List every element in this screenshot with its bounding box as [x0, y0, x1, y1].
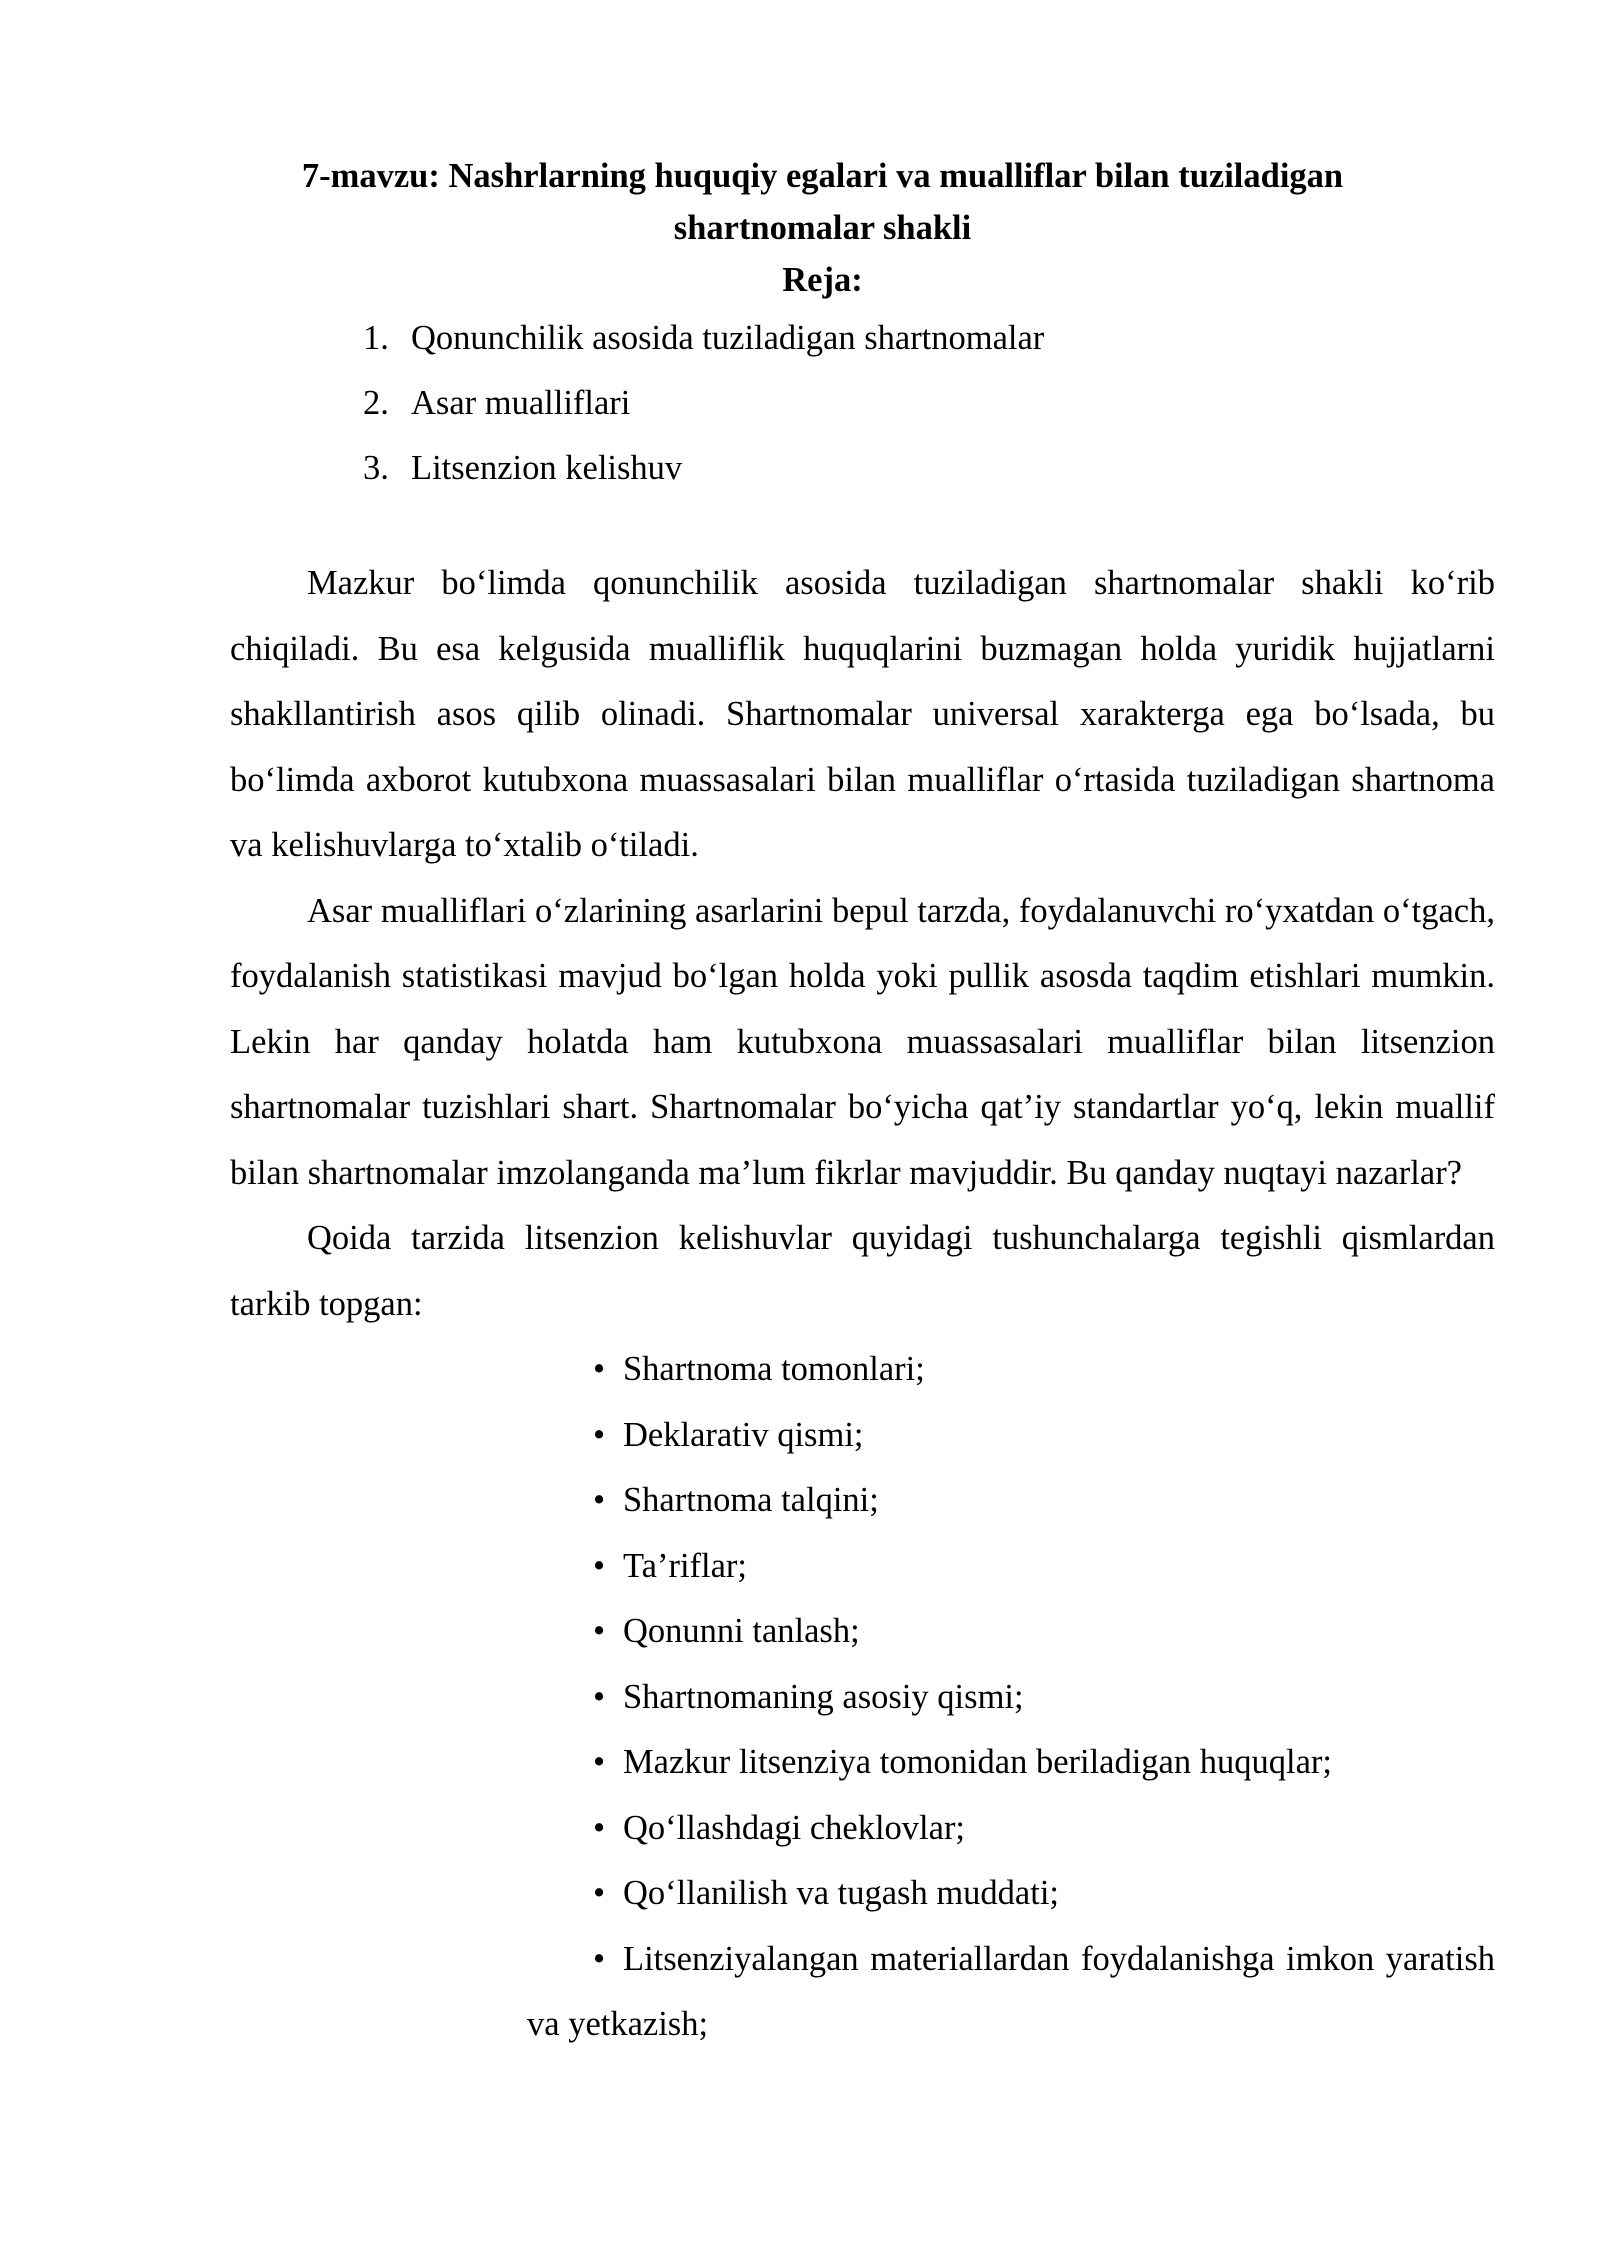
document-body	[230, 551, 1495, 2058]
bullet-icon: •	[593, 1546, 606, 1585]
plan-item-number: 3.	[363, 449, 389, 487]
bullet-icon: •	[593, 1481, 606, 1519]
bullet-item	[585, 1599, 1495, 1665]
bullet-item	[585, 1861, 1495, 1927]
bullet-icon: •	[593, 1874, 606, 1912]
bullet-text: Mazkur litsenziya tomonidan beriladigan huquqlar;	[623, 1743, 1332, 1781]
bullet-text: Qo‘llanilish va tugash muddati;	[623, 1874, 1059, 1912]
bullet-icon: •	[593, 1808, 606, 1847]
bullet-item	[585, 1665, 1495, 1731]
bullet-item-last	[230, 1927, 1495, 2058]
bullet-icon: •	[593, 1415, 606, 1454]
bullet-text: Qonunni tanlash;	[623, 1612, 860, 1650]
plan-item-number: 1.	[363, 319, 389, 357]
bullet-text: Shartnoma tomonlari;	[623, 1350, 925, 1388]
document-title	[230, 150, 1415, 306]
bullet-text: Shartnomaning asosiy qismi;	[623, 1677, 1024, 1716]
bullet-text: Qo‘llashdagi cheklovlar;	[623, 1808, 966, 1847]
bullet-text: Ta’riflar;	[623, 1546, 748, 1585]
bullet-item	[585, 1796, 1495, 1862]
bullet-item	[585, 1403, 1495, 1469]
title-line-1: 7-mavzu: Nashrlarning huquqiy egalari va mualliflar bilan tuziladigan	[301, 157, 1344, 195]
bullet-icon: •	[593, 1350, 606, 1388]
plan-item	[363, 371, 1495, 436]
bullet-text: Shartnoma talqini;	[623, 1481, 879, 1519]
paragraph-1: Mazkur bo‘limda qonunchilik asosida tuziladigan shartnomalar shakli ko‘rib chiqiladi. Bu esa kelgusida mualliflik huquqlarini buzmagan holda yuridik hujjatlarni shakllantirish asos qilib olinadi. Shartnomalar universal xarakterga ega bo‘lsada, bu bo‘limda axborot kutubxona muassasalari bilan mualliflar o‘rtasida tuziladigan shartnoma va kelishuvlarga to‘xtalib o‘tiladi.	[230, 564, 1495, 864]
bullet-item	[585, 1730, 1495, 1796]
plan-list	[230, 306, 1495, 501]
plan-item	[363, 306, 1495, 371]
bullet-icon: •	[593, 1612, 606, 1650]
plan-item-text: Litsenzion kelishuv	[411, 449, 683, 487]
bullet-icon: •	[593, 1939, 606, 1978]
plan-heading: Reja:	[782, 261, 863, 299]
bullet-text: Litsenziyalangan materiallardan foydalanishga imkon yaratish va yetkazish;	[527, 1939, 1495, 2043]
plan-item-number: 2.	[363, 384, 389, 422]
title-line-2: shartnomalar shakli	[673, 209, 972, 247]
bullet-list	[230, 1337, 1495, 1927]
paragraph-2: Asar mualliflari o‘zlarining asarlarini bepul tarzda, foydalanuvchi ro‘yxatdan o‘tgach, foydalanish statistikasi mavjud bo‘lgan holda yoki pullik asosda taqdim etishlari mumkin. Lekin har qanday holatda ham kutubxona muassasalari mualliflar bilan litsenzion shartnomalar tuzishlari shart. Shartnomalar bo‘yicha qat’iy standartlar yo‘q, lekin muallif bilan shartnomalar imzolanganda ma’lum fikrlar mavjuddir. Bu qanday nuqtayi nazarlar?	[230, 891, 1495, 1192]
plan-item-text: Asar mualliflari	[411, 384, 631, 422]
plan-item	[363, 436, 1495, 501]
bullet-item	[585, 1337, 1495, 1403]
plan-item-text: Qonunchilik asosida tuziladigan shartnomalar	[411, 319, 1045, 357]
bullet-item	[585, 1534, 1495, 1600]
paragraph-3: Qoida tarzida litsenzion kelishuvlar quyidagi tushunchalarga tegishli qismlardan tarkib topgan:	[230, 1219, 1495, 1323]
bullet-icon: •	[593, 1743, 606, 1781]
bullet-icon: •	[593, 1677, 606, 1716]
bullet-item	[585, 1468, 1495, 1534]
bullet-text: Deklarativ qismi;	[623, 1415, 864, 1454]
